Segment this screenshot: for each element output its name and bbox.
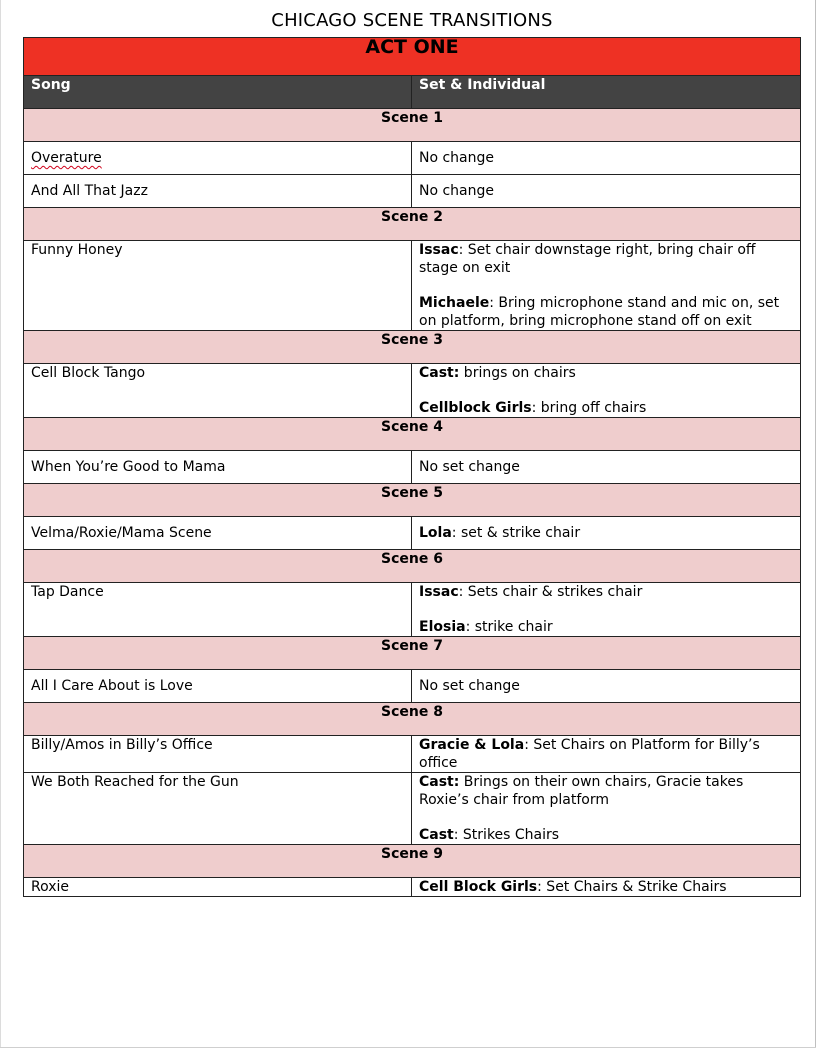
instruction-text: : Set chair downstage right, bring chair off stage on exit bbox=[419, 242, 756, 276]
scene-header-row bbox=[24, 331, 801, 364]
crew-member-name: Cast: bbox=[419, 774, 460, 790]
set-cell bbox=[412, 175, 801, 208]
song-cell bbox=[24, 451, 412, 484]
set-instruction bbox=[419, 399, 793, 417]
instruction-text: No set change bbox=[419, 459, 520, 475]
set-instruction bbox=[419, 826, 793, 844]
song-title: All I Care About is Love bbox=[31, 678, 193, 694]
instruction-text: : Set Chairs on Platform for Billy’s office bbox=[419, 737, 760, 771]
instruction-text: No change bbox=[419, 183, 495, 199]
table-row bbox=[24, 142, 801, 175]
table-row bbox=[24, 670, 801, 703]
scene-header-row bbox=[24, 703, 801, 736]
crew-member-name: Gracie & Lola bbox=[419, 737, 525, 753]
instruction-text: : Sets chair & strikes chair bbox=[458, 584, 643, 600]
scene-label: Scene 5 bbox=[24, 484, 801, 517]
column-header-song: Song bbox=[24, 76, 412, 109]
song-title: When You’re Good to Mama bbox=[31, 459, 226, 475]
table-row bbox=[24, 878, 801, 897]
crew-member-name: Cellblock Girls bbox=[419, 400, 532, 416]
scene-header-row bbox=[24, 550, 801, 583]
instruction-text: brings on chairs bbox=[459, 365, 576, 381]
crew-member-name: Cast: bbox=[419, 365, 460, 381]
scene-header-row bbox=[24, 208, 801, 241]
scene-transitions-table bbox=[23, 37, 801, 897]
scene-header-row bbox=[24, 109, 801, 142]
song-cell bbox=[24, 364, 412, 418]
song-title: We Both Reached for the Gun bbox=[31, 774, 239, 790]
scene-header-row bbox=[24, 637, 801, 670]
table-row bbox=[24, 583, 801, 637]
song-cell bbox=[24, 241, 412, 331]
set-instruction bbox=[419, 241, 793, 277]
crew-member-name: Lola bbox=[419, 525, 452, 541]
scene-label: Scene 9 bbox=[24, 845, 801, 878]
song-cell bbox=[24, 517, 412, 550]
set-cell bbox=[412, 364, 801, 418]
table-row bbox=[24, 364, 801, 418]
scene-label: Scene 3 bbox=[24, 331, 801, 364]
set-instruction bbox=[419, 524, 793, 542]
instruction-text: : Set Chairs & Strike Chairs bbox=[537, 879, 727, 895]
act-title: ACT ONE bbox=[24, 38, 801, 76]
table-row bbox=[24, 241, 801, 331]
set-instruction bbox=[419, 182, 793, 200]
song-title: Roxie bbox=[31, 879, 70, 895]
song-cell bbox=[24, 736, 412, 773]
table-row bbox=[24, 175, 801, 208]
instruction-text: : Strikes Chairs bbox=[453, 827, 560, 843]
song-title: Funny Honey bbox=[31, 242, 123, 258]
song-title: Overature bbox=[31, 150, 102, 166]
crew-member-name: Issac bbox=[419, 584, 459, 600]
crew-member-name: Cast bbox=[419, 827, 454, 843]
instruction-text: No change bbox=[419, 150, 495, 166]
column-header-row bbox=[24, 76, 801, 109]
table-row bbox=[24, 451, 801, 484]
table-row bbox=[24, 517, 801, 550]
set-cell bbox=[412, 517, 801, 550]
song-title: Velma/Roxie/Mama Scene bbox=[31, 525, 212, 541]
crew-member-name: Cell Block Girls bbox=[419, 879, 538, 895]
song-cell bbox=[24, 142, 412, 175]
column-header-set: Set & Individual bbox=[412, 76, 801, 109]
table-row bbox=[24, 773, 801, 845]
document-title: CHICAGO SCENE TRANSITIONS bbox=[271, 10, 553, 31]
set-instruction bbox=[419, 458, 793, 476]
instruction-text: : strike chair bbox=[465, 619, 553, 635]
scene-label: Scene 8 bbox=[24, 703, 801, 736]
set-instruction bbox=[419, 149, 793, 167]
scene-label: Scene 7 bbox=[24, 637, 801, 670]
song-cell bbox=[24, 773, 412, 845]
set-cell bbox=[412, 878, 801, 897]
set-cell bbox=[412, 241, 801, 331]
song-cell bbox=[24, 670, 412, 703]
set-cell bbox=[412, 773, 801, 845]
scene-label: Scene 1 bbox=[24, 109, 801, 142]
set-instruction bbox=[419, 773, 793, 809]
instruction-text: No set change bbox=[419, 678, 520, 694]
instruction-text: : set & strike chair bbox=[451, 525, 581, 541]
crew-member-name: Elosia bbox=[419, 619, 466, 635]
instruction-text: : bring off chairs bbox=[531, 400, 647, 416]
instruction-text: Brings on their own chairs, Gracie takes Roxie’s chair from platform bbox=[419, 774, 744, 808]
set-cell bbox=[412, 670, 801, 703]
song-cell bbox=[24, 583, 412, 637]
song-title: And All That Jazz bbox=[31, 183, 148, 199]
song-cell bbox=[24, 175, 412, 208]
scene-header-row bbox=[24, 845, 801, 878]
set-instruction bbox=[419, 878, 793, 896]
song-title: Tap Dance bbox=[31, 584, 104, 600]
set-instruction bbox=[419, 618, 793, 636]
set-instruction bbox=[419, 583, 793, 601]
set-cell bbox=[412, 736, 801, 773]
crew-member-name: Issac bbox=[419, 242, 459, 258]
table-row bbox=[24, 736, 801, 773]
page-left-edge bbox=[0, 0, 1, 1048]
scene-label: Scene 6 bbox=[24, 550, 801, 583]
song-cell bbox=[24, 878, 412, 897]
scene-label: Scene 2 bbox=[24, 208, 801, 241]
scene-label: Scene 4 bbox=[24, 418, 801, 451]
set-cell bbox=[412, 583, 801, 637]
set-instruction bbox=[419, 736, 793, 772]
set-instruction bbox=[419, 677, 793, 695]
crew-member-name: Michaele bbox=[419, 295, 490, 311]
song-title: Cell Block Tango bbox=[31, 365, 146, 381]
act-banner-row bbox=[24, 38, 801, 76]
set-cell bbox=[412, 142, 801, 175]
set-cell bbox=[412, 451, 801, 484]
song-title: Billy/Amos in Billy’s Office bbox=[31, 737, 213, 753]
set-instruction bbox=[419, 294, 793, 330]
set-instruction bbox=[419, 364, 793, 382]
scene-header-row bbox=[24, 484, 801, 517]
scene-header-row bbox=[24, 418, 801, 451]
instruction-text: : Bring microphone stand and mic on, set on platform, bring microphone stand off on exit bbox=[419, 295, 780, 329]
